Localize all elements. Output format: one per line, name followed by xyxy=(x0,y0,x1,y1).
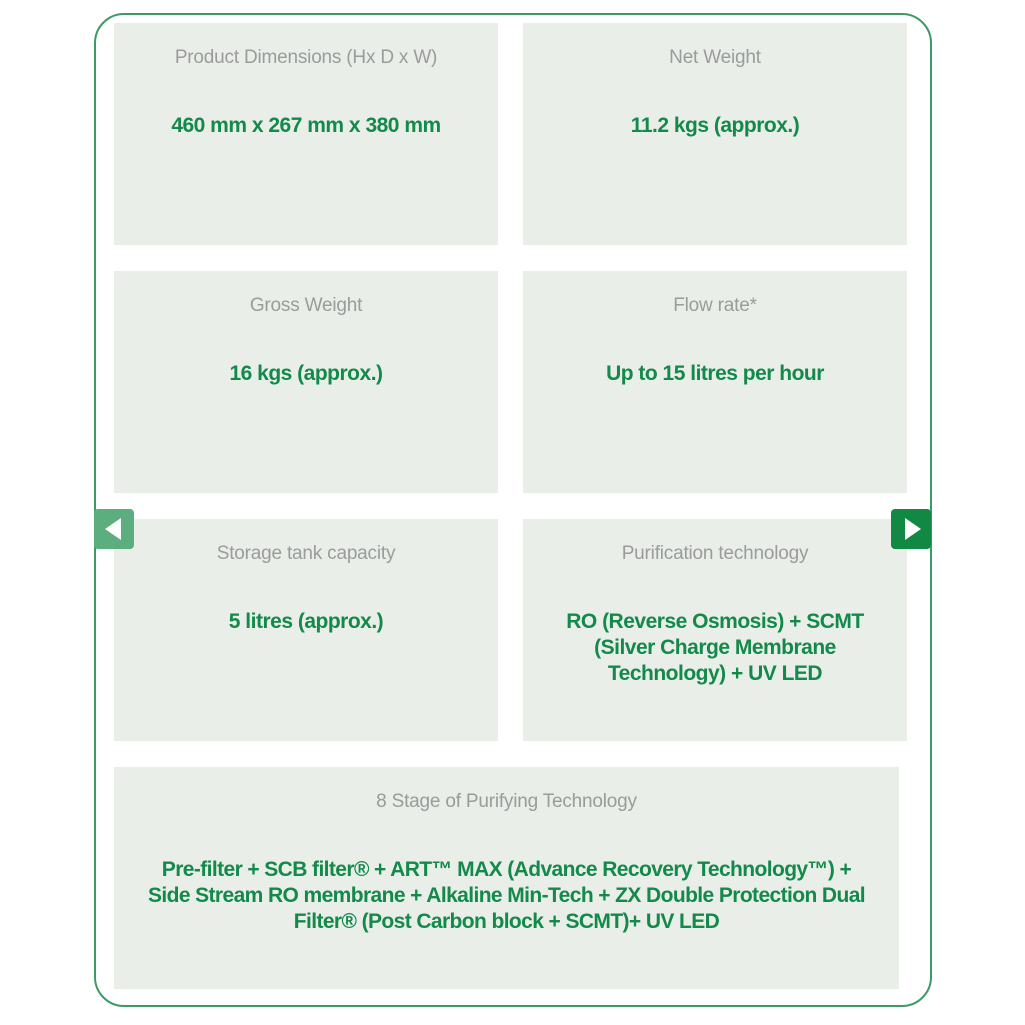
spec-label: Gross Weight xyxy=(249,295,363,316)
spec-label: 8 Stage of Purifying Technology xyxy=(376,791,637,812)
triangle-right-icon xyxy=(891,509,931,549)
spec-label: Product Dimensions (Hx D x W) xyxy=(174,47,438,68)
spec-card-net-weight xyxy=(523,23,907,245)
spec-label: Storage tank capacity xyxy=(216,543,396,564)
carousel-prev-button[interactable] xyxy=(94,509,134,549)
spec-card-storage-tank xyxy=(114,519,498,741)
spec-card-dimensions xyxy=(114,23,498,245)
spec-label: Flow rate* xyxy=(673,295,757,316)
spec-value: 5 litres (approx.) xyxy=(228,610,384,633)
spec-label: Net Weight xyxy=(669,47,761,68)
spec-value: 16 kgs (approx.) xyxy=(229,362,383,385)
spec-card-purification-technology xyxy=(523,519,907,741)
spec-card-flow-rate xyxy=(523,271,907,493)
spec-value: RO (Reverse Osmosis) + SCMT (Silver Charge Membrane Technology) + UV LED xyxy=(566,610,864,685)
carousel-next-button[interactable] xyxy=(891,509,931,549)
spec-value: 11.2 kgs (approx.) xyxy=(630,114,800,137)
spec-value: Pre-filter + SCB filter® + ART™ MAX (Advance Recovery Technology™) + Side Stream RO membrane + Alkaline Min-Tech + ZX Double Protection Dual Filter® (Post Carbon block + SCMT)+ UV LED xyxy=(147,858,866,933)
spec-value: 460 mm x 267 mm x 380 mm xyxy=(171,114,441,137)
spec-card-8-stage xyxy=(114,767,899,989)
spec-value: Up to 15 litres per hour xyxy=(606,362,824,385)
spec-card-gross-weight xyxy=(114,271,498,493)
spec-label: Purification technology xyxy=(621,543,809,564)
triangle-left-icon xyxy=(94,509,134,549)
